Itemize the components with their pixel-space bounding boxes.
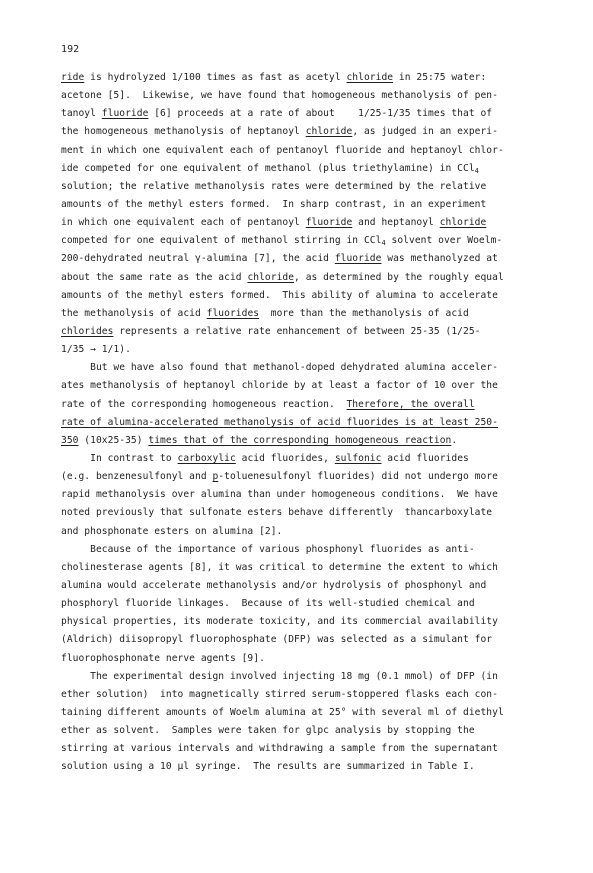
text-line — [61, 704, 531, 722]
text-line — [61, 523, 531, 541]
underlined-text: sulfonic — [334, 452, 382, 464]
text-segment: solution using a 10 µl syringe. The results are summarized in Table I. — [61, 761, 475, 773]
text-segment: is hydrolyzed 1/100 times as fast as acetyl — [84, 72, 347, 83]
text-line — [61, 668, 531, 686]
text-line — [61, 123, 531, 141]
underlined-text: chlorides — [61, 325, 114, 337]
text-segment: the methanolysis of acid — [61, 307, 207, 319]
underlined-text: p — [212, 471, 219, 483]
text-line — [61, 541, 531, 559]
underlined-text: rate of alumina-accelerated methanolysis of acid fluorides is at least 250- — [61, 416, 498, 428]
text-segment: acetone [5]. Likewise, we have found that homogeneous methanolysis of pen- — [61, 90, 498, 102]
underlined-text: Therefore, the overall — [346, 398, 475, 410]
text-segment: (Aldrich) diisopropyl fluorophosphate (DFP) was selected as a simulant for — [61, 634, 493, 646]
text-segment: ether as solvent. Samples were taken for glpc analysis by stopping the — [61, 725, 475, 737]
text-line — [61, 214, 531, 232]
text-segment: amounts of the methyl esters formed. This ability of alumina to accelerate — [61, 289, 498, 301]
text-segment: solvent over Woelm- — [385, 235, 503, 247]
text-segment: [6] proceeds at a rate of about 1/25-1/35 times that of — [148, 108, 493, 120]
text-line — [61, 341, 531, 359]
text-line — [61, 377, 531, 395]
text-line — [61, 758, 531, 776]
text-line — [61, 686, 531, 704]
text-segment: alumina would accelerate methanolysis and/or hydrolysis of phosphonyl and — [61, 579, 487, 591]
text-line — [61, 142, 531, 160]
underlined-text: fluoride — [305, 217, 353, 229]
text-line — [61, 414, 531, 432]
text-line — [61, 595, 531, 613]
text-segment: noted previously that sulfonate esters behave differently thancarboxylate — [61, 507, 493, 519]
text-line — [61, 432, 531, 450]
text-line — [61, 450, 531, 468]
text-line — [61, 105, 531, 123]
text-segment: and phosphonate esters on alumina [2]. — [61, 525, 283, 537]
text-segment: , as judged in an experi- — [352, 126, 498, 138]
underlined-text: chloride — [305, 126, 353, 138]
text-segment: in 25:75 water: — [393, 72, 487, 83]
text-segment: acid fluorides — [381, 452, 469, 464]
text-segment: , as determined by the roughly equal — [294, 271, 504, 283]
text-segment: the homogeneous methanolysis of heptanoyl — [61, 126, 306, 138]
text-segment: (10x25-35) — [78, 434, 149, 446]
text-line — [61, 722, 531, 740]
text-segment: Because of the importance of various phosphonyl fluorides as anti- — [61, 543, 475, 555]
text-segment: cholinesterase agents [8], it was critical to determine the extent to which — [61, 561, 498, 573]
underlined-text: 350 — [61, 434, 79, 446]
underlined-text: carboxylic — [177, 452, 236, 464]
text-segment: competed for one equivalent of methanol stirring in CCl — [61, 235, 382, 247]
underlined-text: chloride — [439, 217, 487, 229]
text-segment: and heptanoyl — [352, 217, 440, 229]
underlined-text: times that of the corresponding homogeneous reaction — [148, 434, 452, 446]
text-segment: represents a relative rate enhancement of between 25-35 (1/25- — [113, 325, 481, 337]
underlined-text: fluoride — [334, 253, 382, 265]
text-segment: physical properties, its moderate toxicity, and its commercial availability — [61, 616, 498, 628]
text-line — [61, 196, 531, 214]
text-line — [61, 287, 531, 305]
text-segment: 200-dehydrated neutral γ-alumina [7], the acid — [61, 253, 335, 265]
text-segment: The experimental design involved injecting 18 mg (0.1 mmol) of DFP (in — [61, 670, 498, 682]
text-line — [61, 250, 531, 268]
underlined-text: chloride — [346, 72, 394, 83]
text-segment: phosphoryl fluoride linkages. Because of its well-studied chemical and — [61, 598, 475, 610]
text-segment: In contrast to — [61, 452, 178, 464]
text-line — [61, 232, 531, 250]
text-segment: ates methanolysis of heptanoyl chloride by at least a factor of 10 over the — [61, 380, 498, 392]
text-line — [61, 178, 531, 196]
text-line — [61, 486, 531, 504]
subscript: 4 — [474, 166, 479, 175]
text-segment: more than the methanolysis of acid — [259, 307, 469, 319]
text-segment: ment in which one equivalent each of pentanoyl fluoride and heptanoyl chlor- — [61, 144, 504, 156]
subscript: 4 — [381, 239, 386, 248]
text-segment: taining different amounts of Woelm alumina at 25° with several ml of diethyl — [61, 706, 504, 718]
underlined-text: fluoride — [101, 108, 149, 120]
underlined-text: fluorides — [206, 307, 260, 319]
text-line — [61, 69, 531, 87]
text-line — [61, 650, 531, 668]
text-line — [61, 359, 531, 377]
text-line — [61, 305, 531, 323]
text-segment: solution; the relative methanolysis rates were determined by the relative — [61, 180, 487, 192]
text-segment: was methanolyzed at — [381, 253, 498, 265]
text-segment: -toluenesulfonyl fluorides) did not undergo more — [218, 471, 498, 483]
underlined-text: ride — [61, 72, 85, 83]
text-segment: rate of the corresponding homogeneous reaction. — [61, 398, 347, 410]
text-line — [61, 323, 531, 341]
text-line — [61, 396, 531, 414]
text-segment: But we have also found that methanol-doped dehydrated alumina acceler- — [61, 362, 498, 374]
text-line — [61, 269, 531, 287]
body-text — [61, 69, 531, 776]
text-segment: tanoyl — [61, 108, 102, 120]
text-segment: acid fluorides, — [235, 452, 335, 464]
text-segment: rapid methanolysis over alumina than under homogeneous conditions. We have — [61, 489, 498, 501]
page-number: 192 — [61, 44, 80, 55]
text-line — [61, 559, 531, 577]
text-segment: ether solution) into magnetically stirred serum-stoppered flasks each con- — [61, 688, 498, 700]
text-segment: ide competed for one equivalent of methanol (plus triethylamine) in CCl — [61, 162, 475, 174]
text-line — [61, 87, 531, 105]
text-line — [61, 504, 531, 522]
text-line — [61, 577, 531, 595]
underlined-text: chloride — [247, 271, 295, 283]
text-segment: stirring at various intervals and withdrawing a sample from the supernatant — [61, 743, 498, 755]
text-segment: . — [451, 434, 458, 446]
text-line — [61, 160, 531, 178]
text-line — [61, 468, 531, 486]
text-segment: about the same rate as the acid — [61, 271, 248, 283]
text-line — [61, 613, 531, 631]
text-segment: amounts of the methyl esters formed. In sharp contrast, in an experiment — [61, 198, 487, 210]
text-segment: in which one equivalent each of pentanoyl — [61, 217, 306, 229]
text-line — [61, 740, 531, 758]
text-line — [61, 631, 531, 649]
text-segment: 1/35 → 1/1). — [61, 344, 131, 356]
text-segment: fluorophosphonate nerve agents [9]. — [61, 652, 265, 664]
text-segment: (e.g. benzenesulfonyl and — [61, 471, 213, 483]
